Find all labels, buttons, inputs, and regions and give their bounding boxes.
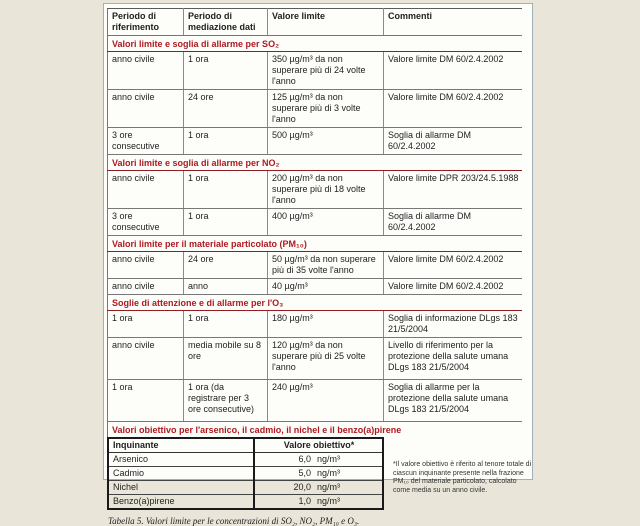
cell-commenti: Livello di riferimento per la protezione della salute umana DLgs 183 21/5/2004 (384, 338, 522, 380)
cell-valore: 200 µg/m³ da non superare più di 18 volte l'anno (268, 171, 384, 209)
cell-periodo: anno civile (108, 338, 184, 380)
table-row (108, 453, 383, 467)
cell-valore: 500 µg/m³ (268, 128, 384, 155)
section-header-so2 (108, 36, 522, 52)
section-header-o3 (108, 295, 522, 311)
cell-periodo: 3 ore consecutive (108, 209, 184, 236)
cell-periodo: 1 ora (108, 311, 184, 338)
table-row (108, 311, 522, 338)
target-table-header-row (108, 438, 383, 453)
cell-commenti: Soglia di allarme DM 60/2.4.2002 (384, 209, 522, 236)
cell-valore: 50 µg/m³ da non superare più di 35 volte l'anno (268, 252, 384, 279)
section-title: Valori limite per il materiale particolato (PM₁₀) (108, 236, 522, 252)
table-row (108, 467, 383, 481)
cell-commenti: Soglia di informazione DLgs 183 21/5/2004 (384, 311, 522, 338)
cell-mediazione: 1 ora (184, 209, 268, 236)
cell-commenti: Valore limite DM 60/2.4.2002 (384, 252, 522, 279)
cell-commenti: Soglia di allarme DM 60/2.4.2002 (384, 128, 522, 155)
cell-target-value (254, 453, 383, 467)
limits-table (107, 8, 522, 437)
target-value-footnote: *Il valore obiettivo è riferito al tenore totale di ciascun inquinante presente nella frazione PM₁₀ del materiale particolato, calcolato come media su un anno civile. (393, 461, 532, 494)
section-title: Soglie di attenzione e di allarme per l'O₃ (108, 295, 522, 311)
cell-valore: 120 µg/m³ da non superare più di 25 volte l'anno (268, 338, 384, 380)
col-header-inquinante: Inquinante (108, 438, 254, 453)
cell-commenti: Valore limite DM 60/2.4.2002 (384, 279, 522, 295)
document-page (103, 3, 533, 526)
cell-mediazione: 1 ora (da registrare per 3 ore consecutive) (184, 380, 268, 422)
cell-valore: 240 µg/m³ (268, 380, 384, 422)
cell-commenti: Valore limite DPR 203/24.5.1988 (384, 171, 522, 209)
table-row (108, 380, 522, 422)
col-header-periodo-mediazione: Periodo di mediazione dati (184, 9, 268, 36)
cell-valore: 400 µg/m³ (268, 209, 384, 236)
cell-pollutant: Nichel (108, 481, 254, 495)
cell-mediazione: 1 ora (184, 311, 268, 338)
cell-mediazione: anno (184, 279, 268, 295)
cell-periodo: 3 ore consecutive (108, 128, 184, 155)
cell-valore: 40 µg/m³ (268, 279, 384, 295)
table-row (108, 209, 522, 236)
cell-periodo: anno civile (108, 252, 184, 279)
cell-pollutant: Benzo(a)pirene (108, 495, 254, 510)
table-row (108, 90, 522, 128)
table-row (108, 252, 522, 279)
table-row (108, 495, 383, 510)
value-number: 20,0 (293, 482, 311, 492)
cell-periodo: anno civile (108, 90, 184, 128)
table-header-row (108, 9, 522, 36)
cell-commenti: Soglia di allarme per la protezione della salute umana DLgs 183 21/5/2004 (384, 380, 522, 422)
table-row (108, 279, 522, 295)
cell-commenti: Valore limite DM 60/2.4.2002 (384, 52, 522, 90)
cell-periodo: anno civile (108, 52, 184, 90)
value-number: 1,0 (298, 496, 311, 506)
cell-mediazione: 24 ore (184, 252, 268, 279)
cell-target-value (254, 495, 383, 510)
table-caption: Tabella 5. Valori limite per le concentrazioni di SO₂, NO₂, PM₁₀ e O₃. (108, 516, 360, 526)
cell-mediazione: media mobile su 8 ore (184, 338, 268, 380)
cell-pollutant: Cadmio (108, 467, 254, 481)
section-title: Valori limite e soglia di allarme per SO₂ (108, 36, 522, 52)
col-header-valore-obiettivo: Valore obiettivo* (254, 438, 383, 453)
cell-target-value (254, 481, 383, 495)
value-unit: ng/m³ (317, 482, 341, 492)
table-row (108, 128, 522, 155)
cell-valore: 125 µg/m³ da non superare più di 3 volte l'anno (268, 90, 384, 128)
table-row (108, 52, 522, 90)
cell-target-value (254, 467, 383, 481)
section-header-no2 (108, 155, 522, 171)
cell-periodo: 1 ora (108, 380, 184, 422)
table-row (108, 171, 522, 209)
cell-mediazione: 1 ora (184, 171, 268, 209)
value-unit: ng/m³ (317, 496, 341, 506)
section-header-metalli (108, 422, 522, 438)
value-unit: ng/m³ (317, 454, 341, 464)
section-title: Valori obiettivo per l'arsenico, il cadmio, il nichel e il benzo(a)pirene (112, 425, 402, 435)
cell-pollutant: Arsenico (108, 453, 254, 467)
cell-valore: 350 µg/m³ da non superare più di 24 volte l'anno (268, 52, 384, 90)
value-number: 5,0 (298, 468, 311, 478)
col-header-commenti: Commenti (384, 9, 522, 36)
cell-valore: 180 µg/m³ (268, 311, 384, 338)
value-unit: ng/m³ (317, 468, 341, 478)
cell-periodo: anno civile (108, 279, 184, 295)
col-header-periodo-riferimento: Periodo di riferimento (108, 9, 184, 36)
cell-periodo: anno civile (108, 171, 184, 209)
value-number: 6,0 (298, 454, 311, 464)
table-row (108, 338, 522, 380)
section-title: Valori limite e soglia di allarme per NO₂ (108, 155, 522, 171)
cell-mediazione: 1 ora (184, 128, 268, 155)
cell-commenti: Valore limite DM 60/2.4.2002 (384, 90, 522, 128)
section-header-pm10 (108, 236, 522, 252)
target-values-table (107, 437, 384, 510)
table-row (108, 481, 383, 495)
cell-mediazione: 24 ore (184, 90, 268, 128)
col-header-valore-limite: Valore limite (268, 9, 384, 36)
cell-mediazione: 1 ora (184, 52, 268, 90)
